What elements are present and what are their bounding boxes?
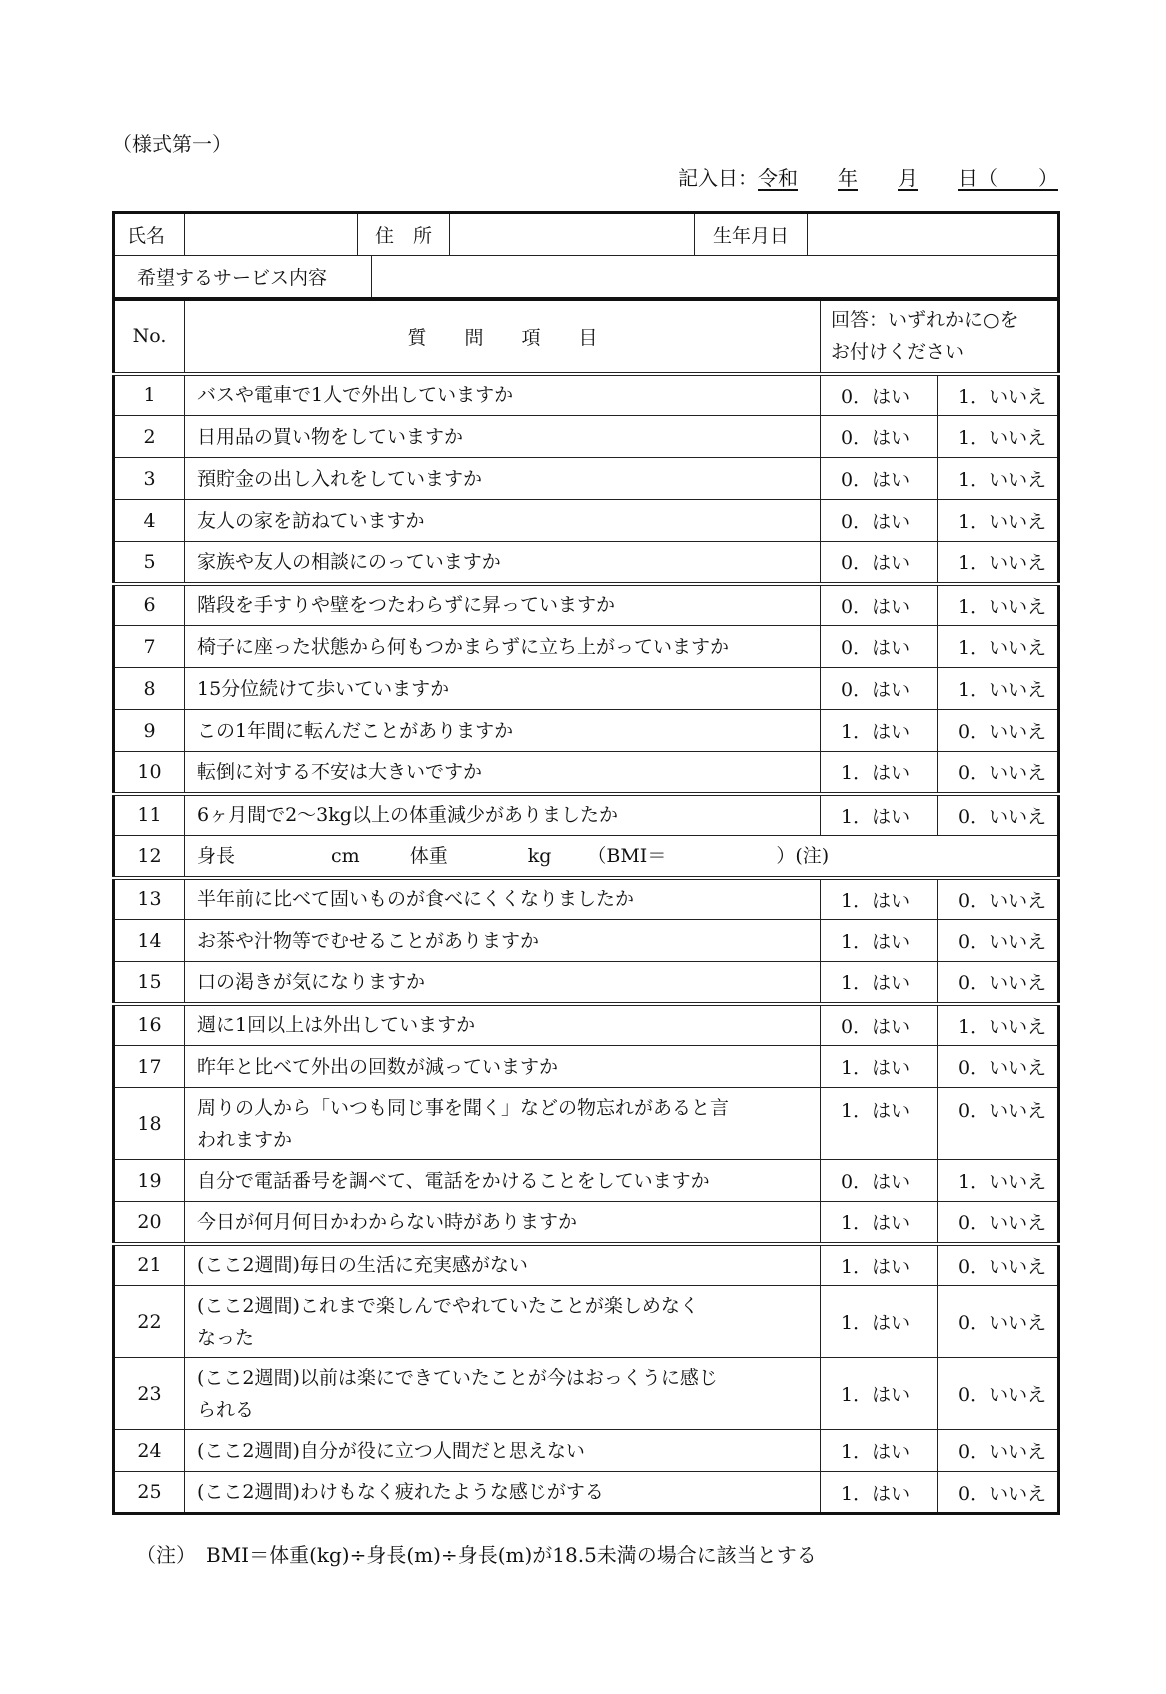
height-unit: cm bbox=[331, 844, 360, 867]
question-row bbox=[114, 584, 1059, 626]
question-row bbox=[114, 1430, 1059, 1472]
answer-option-no[interactable]: 0．いいえ bbox=[938, 1046, 1059, 1088]
answer-header-line2: お付けください bbox=[831, 341, 965, 364]
question-text-line: 日用品の買い物をしていますか bbox=[197, 425, 464, 448]
question-text bbox=[185, 752, 821, 794]
question-number: 4 bbox=[114, 500, 185, 542]
question-text-line: この1年間に転んだことがありますか bbox=[197, 719, 514, 742]
answer-option-yes[interactable]: 1．はい bbox=[821, 920, 938, 962]
answer-option-no[interactable]: 0．いいえ bbox=[938, 710, 1059, 752]
question-number: 16 bbox=[114, 1004, 185, 1046]
question-text bbox=[185, 710, 821, 752]
question-text bbox=[185, 668, 821, 710]
bmi-row bbox=[114, 836, 1059, 878]
question-text-line: 昨年と比べて外出の回数が減っていますか bbox=[197, 1055, 559, 1078]
question-row bbox=[114, 668, 1059, 710]
question-row bbox=[114, 710, 1059, 752]
question-text bbox=[185, 626, 821, 668]
question-text bbox=[185, 1286, 821, 1358]
answer-option-yes[interactable]: 1．はい bbox=[821, 752, 938, 794]
question-text-line: (ここ2週間)自分が役に立つ人間だと思えない bbox=[197, 1439, 585, 1462]
col-question-header: 質 問 項 目 bbox=[185, 300, 821, 374]
answer-option-no[interactable]: 1．いいえ bbox=[938, 500, 1059, 542]
entry-date bbox=[678, 162, 1058, 191]
answer-option-yes[interactable]: 0．はい bbox=[821, 374, 938, 416]
question-text bbox=[185, 458, 821, 500]
birthdate-label: 生年月日 bbox=[695, 213, 808, 256]
question-text bbox=[185, 374, 821, 416]
address-label: 住 所 bbox=[358, 213, 450, 256]
question-number: 8 bbox=[114, 668, 185, 710]
answer-option-no[interactable]: 1．いいえ bbox=[938, 458, 1059, 500]
question-row bbox=[114, 542, 1059, 584]
question-row bbox=[114, 458, 1059, 500]
answer-option-yes[interactable]: 1．はい bbox=[821, 1046, 938, 1088]
question-text-line: られる bbox=[197, 1398, 255, 1421]
birthdate-field[interactable] bbox=[808, 213, 1059, 256]
name-label: 氏名 bbox=[114, 213, 185, 256]
question-text-line: (ここ2週間)これまで楽しんでやれていたことが楽しめなく bbox=[197, 1294, 699, 1317]
answer-option-no[interactable]: 1．いいえ bbox=[938, 542, 1059, 584]
question-text-line: バスや電車で1人で外出していますか bbox=[197, 384, 514, 407]
answer-option-no[interactable]: 0．いいえ bbox=[938, 1472, 1059, 1514]
answer-option-yes[interactable]: 0．はい bbox=[821, 416, 938, 458]
answer-option-yes[interactable]: 0．はい bbox=[821, 584, 938, 626]
question-number: 25 bbox=[114, 1472, 185, 1514]
question-text-line: (ここ2週間)わけもなく疲れたような感じがする bbox=[197, 1481, 604, 1503]
question-text-line: 口の渇きが気になりますか bbox=[197, 970, 426, 993]
question-text bbox=[185, 794, 821, 836]
question-text-line: (ここ2週間)毎日の生活に充実感がない bbox=[197, 1254, 528, 1277]
answer-header-line1: 回答：いずれかに○を bbox=[831, 309, 1019, 332]
entry-date-label: 記入日： bbox=[678, 166, 758, 190]
question-number: 21 bbox=[114, 1244, 185, 1286]
question-text bbox=[185, 584, 821, 626]
question-row bbox=[114, 1202, 1059, 1244]
question-number: 13 bbox=[114, 878, 185, 920]
answer-option-yes[interactable]: 1．はい bbox=[821, 1472, 938, 1514]
bmi-open: （BMI＝ bbox=[587, 844, 667, 867]
answer-option-no[interactable]: 0．いいえ bbox=[938, 1358, 1059, 1430]
question-number: 17 bbox=[114, 1046, 185, 1088]
name-field[interactable] bbox=[185, 213, 358, 256]
question-row bbox=[114, 1160, 1059, 1202]
question-text bbox=[185, 1088, 821, 1160]
question-text bbox=[185, 1046, 821, 1088]
question-row bbox=[114, 1088, 1059, 1160]
answer-option-yes[interactable]: 1．はい bbox=[821, 878, 938, 920]
question-number: 15 bbox=[114, 962, 185, 1004]
answer-option-yes[interactable]: 1．はい bbox=[821, 710, 938, 752]
service-label: 希望するサービス内容 bbox=[114, 256, 372, 299]
bmi-fields bbox=[185, 836, 1059, 878]
question-text-line: 今日が何月何日かわからない時がありますか bbox=[197, 1210, 578, 1233]
question-text-line: 半年前に比べて固いものが食べにくくなりましたか bbox=[197, 888, 635, 911]
answer-option-no[interactable]: 0．いいえ bbox=[938, 878, 1059, 920]
question-number: 3 bbox=[114, 458, 185, 500]
question-row bbox=[114, 1244, 1059, 1286]
date-weekday: （ ） bbox=[978, 166, 1058, 190]
question-row bbox=[114, 1286, 1059, 1358]
form-label: （様式第一） bbox=[112, 132, 232, 156]
question-number: 1 bbox=[114, 374, 185, 416]
question-row bbox=[114, 962, 1059, 1004]
question-text bbox=[185, 962, 821, 1004]
answer-option-no[interactable]: 0．いいえ bbox=[938, 1430, 1059, 1472]
answer-option-yes[interactable]: 0．はい bbox=[821, 458, 938, 500]
question-number: 24 bbox=[114, 1430, 185, 1472]
question-row bbox=[114, 374, 1059, 416]
date-era: 令和 bbox=[758, 166, 798, 190]
question-number: 14 bbox=[114, 920, 185, 962]
answer-option-no[interactable]: 0．いいえ bbox=[938, 752, 1059, 794]
answer-option-yes[interactable]: 0．はい bbox=[821, 542, 938, 584]
date-year: 年 bbox=[838, 166, 858, 190]
question-number: 5 bbox=[114, 542, 185, 584]
question-text bbox=[185, 1202, 821, 1244]
question-row bbox=[114, 794, 1059, 836]
question-number: 12 bbox=[114, 836, 185, 878]
weight-label: 体重 bbox=[409, 844, 448, 867]
answer-option-yes[interactable]: 0．はい bbox=[821, 626, 938, 668]
answer-option-no[interactable]: 0．いいえ bbox=[938, 1244, 1059, 1286]
question-text bbox=[185, 500, 821, 542]
question-text-line: 転倒に対する不安は大きいですか bbox=[197, 760, 483, 783]
question-text-line: お茶や汁物等でむせることがありますか bbox=[197, 929, 540, 952]
date-month: 月 bbox=[898, 166, 918, 190]
question-text-line: 15分位続けて歩いていますか bbox=[197, 677, 450, 700]
question-text bbox=[185, 1160, 821, 1202]
bmi-note: （注） BMI＝体重(kg)÷身長(m)÷身長(m)が18.5未満の場合に該当とする bbox=[136, 1543, 817, 1567]
question-text-line: 椅子に座った状態から何もつかまらずに立ち上がっていますか bbox=[197, 635, 730, 658]
answer-option-yes[interactable]: 0．はい bbox=[821, 1004, 938, 1046]
answer-option-yes[interactable]: 1．はい bbox=[821, 794, 938, 836]
answer-option-no[interactable]: 1．いいえ bbox=[938, 668, 1059, 710]
question-text bbox=[185, 542, 821, 584]
answer-option-no[interactable]: 1．いいえ bbox=[938, 1160, 1059, 1202]
answer-option-yes[interactable]: 1．はい bbox=[821, 962, 938, 1004]
answer-option-yes[interactable]: 1．はい bbox=[821, 1286, 938, 1358]
answer-option-yes[interactable]: 0．はい bbox=[821, 668, 938, 710]
answer-option-no[interactable]: 0．いいえ bbox=[938, 1202, 1059, 1244]
question-text bbox=[185, 1358, 821, 1430]
answer-option-yes[interactable]: 1．はい bbox=[821, 1088, 938, 1160]
question-number: 9 bbox=[114, 710, 185, 752]
question-text bbox=[185, 416, 821, 458]
question-number: 22 bbox=[114, 1286, 185, 1358]
question-number: 10 bbox=[114, 752, 185, 794]
answer-option-no[interactable]: 1．いいえ bbox=[938, 374, 1059, 416]
question-number: 20 bbox=[114, 1202, 185, 1244]
answer-option-no[interactable]: 1．いいえ bbox=[938, 416, 1059, 458]
question-number: 7 bbox=[114, 626, 185, 668]
question-text-line: 預貯金の出し入れをしていますか bbox=[197, 467, 483, 490]
question-number: 19 bbox=[114, 1160, 185, 1202]
answer-option-yes[interactable]: 0．はい bbox=[821, 1160, 938, 1202]
answer-option-yes[interactable]: 1．はい bbox=[821, 1358, 938, 1430]
question-text bbox=[185, 1244, 821, 1286]
question-row bbox=[114, 500, 1059, 542]
height-label: 身長 bbox=[197, 844, 236, 867]
question-text-line: (ここ2週間)以前は楽にできていたことが今はおっくうに感じ bbox=[197, 1366, 718, 1389]
date-day: 日 bbox=[958, 166, 978, 190]
checklist-table bbox=[112, 298, 1060, 1515]
question-text-line: なった bbox=[197, 1326, 255, 1349]
question-row bbox=[114, 920, 1059, 962]
answer-option-no[interactable]: 0．いいえ bbox=[938, 1286, 1059, 1358]
answer-option-yes[interactable]: 1．はい bbox=[821, 1244, 938, 1286]
question-text bbox=[185, 1430, 821, 1472]
question-number: 11 bbox=[114, 794, 185, 836]
service-field[interactable] bbox=[372, 256, 1059, 299]
question-row bbox=[114, 1046, 1059, 1088]
question-text bbox=[185, 920, 821, 962]
question-text-line: 友人の家を訪ねていますか bbox=[197, 509, 425, 532]
question-row bbox=[114, 1358, 1059, 1430]
question-text-line: 6ヶ月間で2～3kg以上の体重減少がありましたか bbox=[197, 804, 618, 827]
question-text bbox=[185, 1004, 821, 1046]
question-row bbox=[114, 1004, 1059, 1046]
answer-option-no[interactable]: 0．いいえ bbox=[938, 1088, 1059, 1160]
question-number: 23 bbox=[114, 1358, 185, 1430]
question-text-line: 階段を手すりや壁をつたわらずに昇っていますか bbox=[197, 594, 616, 617]
answer-option-no[interactable]: 1．いいえ bbox=[938, 584, 1059, 626]
bmi-close: ）(注) bbox=[776, 844, 830, 867]
answer-option-no[interactable]: 0．いいえ bbox=[938, 920, 1059, 962]
question-text-line: 自分で電話番号を調べて、電話をかけることをしていますか bbox=[197, 1169, 710, 1192]
question-row bbox=[114, 626, 1059, 668]
answer-option-no[interactable]: 1．いいえ bbox=[938, 626, 1059, 668]
checklist-header bbox=[114, 300, 1059, 374]
col-answer-header bbox=[821, 300, 1059, 374]
question-row bbox=[114, 416, 1059, 458]
answer-option-no[interactable]: 0．いいえ bbox=[938, 962, 1059, 1004]
answer-option-no[interactable]: 0．いいえ bbox=[938, 794, 1059, 836]
question-number: 6 bbox=[114, 584, 185, 626]
question-number: 2 bbox=[114, 416, 185, 458]
entry-date-field[interactable] bbox=[758, 166, 1058, 190]
question-row bbox=[114, 1472, 1059, 1514]
answer-option-yes[interactable]: 1．はい bbox=[821, 1202, 938, 1244]
weight-unit: kg bbox=[527, 844, 552, 867]
question-text-line: 周りの人から「いつも同じ事を聞く」などの物忘れがあると言 bbox=[197, 1096, 730, 1119]
answer-option-yes[interactable]: 1．はい bbox=[821, 1430, 938, 1472]
question-row bbox=[114, 752, 1059, 794]
applicant-table bbox=[112, 211, 1060, 300]
question-text-line: 家族や友人の相談にのっていますか bbox=[197, 550, 501, 573]
col-no-header: No. bbox=[114, 300, 185, 374]
question-text bbox=[185, 1472, 821, 1514]
answer-option-no[interactable]: 1．いいえ bbox=[938, 1004, 1059, 1046]
question-text-line: 週に1回以上は外出していますか bbox=[197, 1014, 476, 1037]
question-number: 18 bbox=[114, 1088, 185, 1160]
answer-option-yes[interactable]: 0．はい bbox=[821, 500, 938, 542]
question-text bbox=[185, 878, 821, 920]
address-field[interactable] bbox=[450, 213, 695, 256]
question-text-line: われますか bbox=[197, 1128, 293, 1151]
question-row bbox=[114, 878, 1059, 920]
